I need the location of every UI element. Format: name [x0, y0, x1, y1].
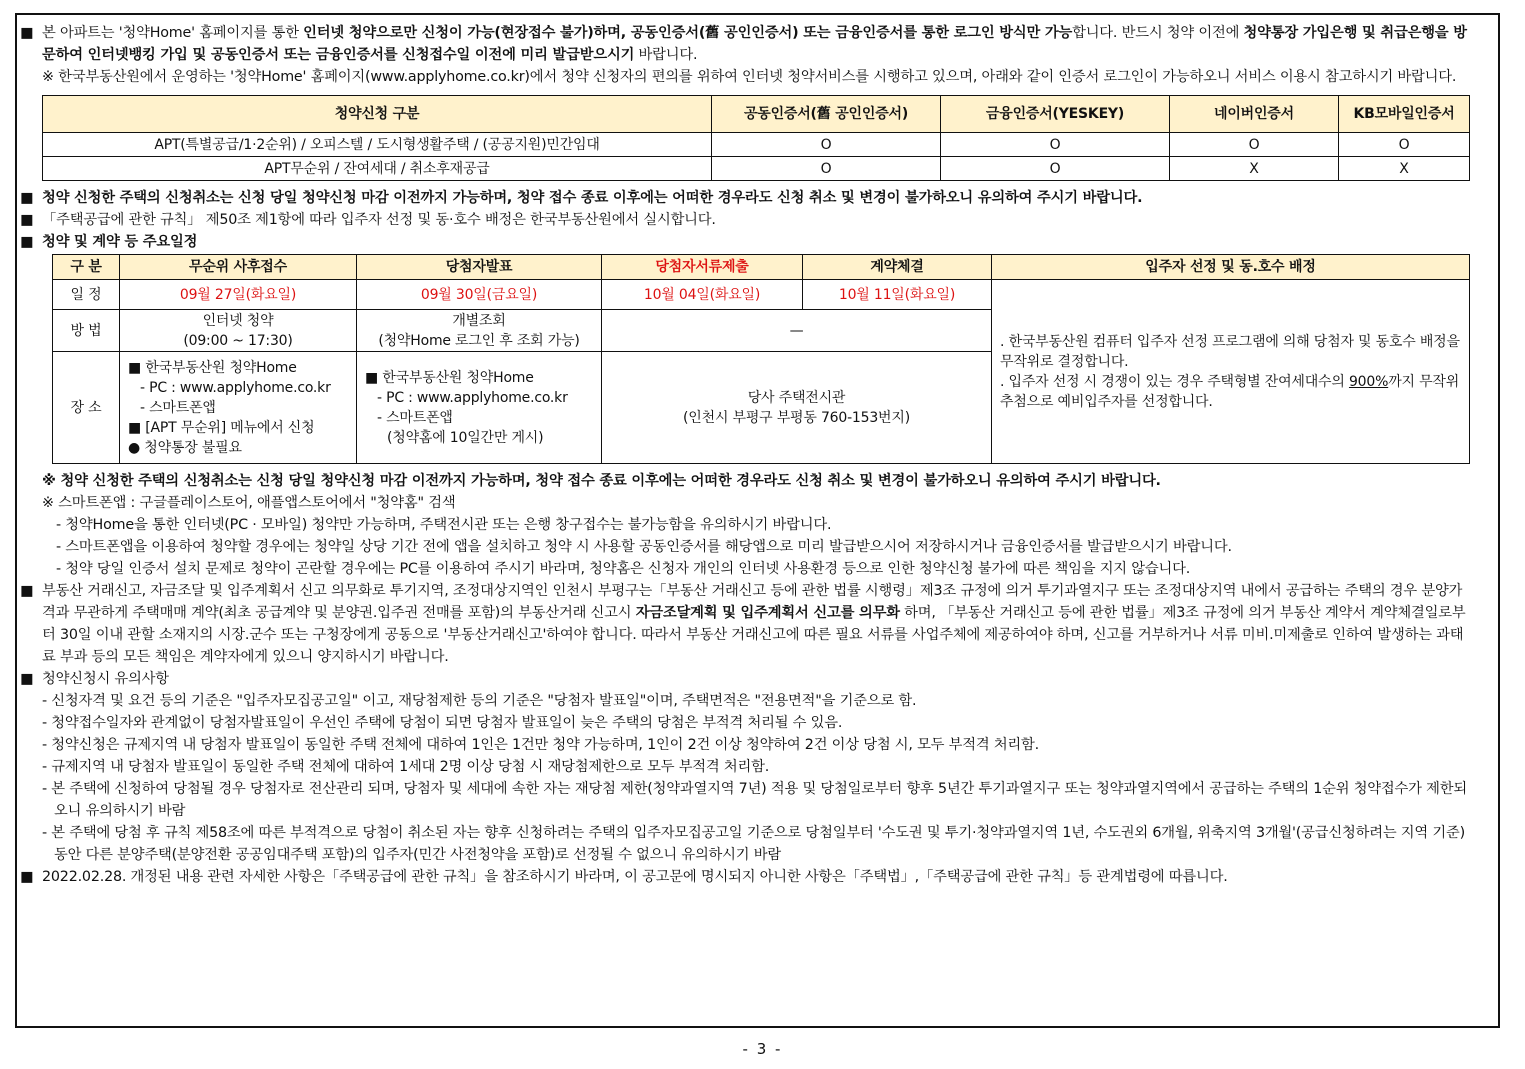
caution-item: - 본 주택에 신청하여 당첨될 경우 당첨자로 전산관리 되며, 당첨자 및 세대에 속한 자는 재당첨 제한(청약과열지역 7년) 적용 및 당첨일로부터 향후 5년간 투기과열지구 또는 청약과열지역에서 공급하는 주택의 1순위 청약접수가 제한되오니 유의하시기 바람: [42, 781, 1467, 819]
caution-heading: [20, 668, 1470, 690]
table-row: [43, 157, 1470, 181]
schedule-header-row: [53, 255, 1470, 280]
sched-place-line: (인천시 부평구 부평동 760-153번지): [683, 409, 910, 426]
sched-method: —: [602, 310, 992, 352]
schedule-heading: [20, 231, 1470, 253]
caution-item: - 규제지역 내 당첨자 발표일이 동일한 주택 전체에 대하여 1세대 2명 이상 당첨 시 재당첨제한으로 모두 부적격 처리함.: [42, 759, 770, 775]
intro-text-3: 바랍니다.: [634, 47, 698, 63]
realestate-text-1: 부동산 거래신고, 자금조달 및 입주계획서 신고 의무화로 투기지역, 조정대상지역인 인천시 부평구는「부동산 거래신고 등에 관한 법률 시행령」제3조 규정에 의거 투기과열지구 또는 조정대상지역 내에서 공급하는 주택의 경우 분양가격과 무관하게 주택매매 계약(최초 공급계약 및 분양권.입주권 전매를 포함)의 부동산거래 신고시: [42, 583, 1463, 621]
sched-place: [602, 352, 992, 464]
sched-header-documents: 당첨자서류제출: [602, 255, 803, 280]
sched-header-apply: 무순위 사후접수: [120, 255, 357, 280]
sched-place-line: - PC : www.applyhome.co.kr: [140, 379, 331, 396]
caution-item: - 신청자격 및 요건 등의 기준은 "입주자모집공고일" 이고, 재당첨제한 등의 기준은 "당첨자 발표일"이며, 주택면적은 "전용면적"을 기준으로 함.: [42, 693, 917, 709]
cert-cell: O: [712, 133, 941, 157]
final-paragraph: [20, 866, 1470, 888]
realestate-paragraph: [20, 580, 1470, 668]
schedule-heading-text: 청약 및 계약 등 주요일정: [42, 234, 198, 250]
cert-cell: APT(특별공급/1·2순위) / 오피스텔 / 도시형생활주택 / (공공지원)민간임대: [43, 133, 712, 157]
cert-header-category: 청약신청 구분: [43, 96, 712, 133]
after-note-item: - 스마트폰앱을 이용하여 청약할 경우에는 청약일 상당 기간 전에 앱을 설치하고 청약 시 사용할 공동인증서를 해당앱으로 미리 발급받으시어 저장하시거나 금융인증서를 발급받으시기 바랍니다.: [56, 539, 1232, 555]
sched-place-line: - 스마트폰앱: [140, 399, 216, 416]
square-bullet-icon: ■: [20, 25, 34, 41]
sched-selection-text: . 입주자 선정 시 경쟁이 있는 경우 주택형별 잔여세대수의: [1000, 373, 1349, 390]
sched-method: [357, 310, 602, 352]
cert-cell: X: [1170, 157, 1339, 181]
sched-method: [120, 310, 357, 352]
sched-selection-cell: [992, 280, 1470, 464]
square-bullet-icon: ■: [20, 212, 34, 228]
notice-cancel-text: 청약 신청한 주택의 신청취소는 신청 당일 청약신청 마감 이전까지 가능하며, 청약 접수 종료 이후에는 어떠한 경우라도 신청 취소 및 변경이 불가하오니 유의하여 주시기 바랍니다.: [42, 190, 1143, 206]
cert-header-financial: 금융인증서(YESKEY): [941, 96, 1170, 133]
square-bullet-icon: ■: [20, 583, 34, 599]
table-row: [53, 280, 1470, 310]
after-note-item: - 청약 당일 인증서 설치 문제로 청약이 곤란할 경우에는 PC를 이용하여 주시기 바라며, 청약홈은 신청자 개인의 인터넷 사용환경 등으로 인한 청약신청 불가에 따른 책임을 지지 않습니다.: [56, 561, 1191, 577]
intro-text-1: 본 아파트는 '청약Home' 홈페이지를 통한: [42, 25, 304, 41]
cert-cell: O: [941, 133, 1170, 157]
sched-header-contract: 계약체결: [803, 255, 992, 280]
square-bullet-icon: ■: [20, 234, 34, 250]
square-bullet-icon: ■: [20, 671, 34, 687]
intro-text-2: 합니다. 반드시 청약 이전에: [1072, 25, 1244, 41]
cert-cell: O: [1339, 133, 1470, 157]
schedule-table: [52, 254, 1470, 464]
after-note-cancel: ※ 청약 신청한 주택의 신청취소는 신청 당일 청약신청 마감 이전까지 가능하며, 청약 접수 종료 이후에는 어떠한 경우라도 신청 취소 및 변경이 불가하오니 유의하여 주시기 바랍니다.: [42, 473, 1161, 489]
table-row: [43, 133, 1470, 157]
cert-cell: APT무순위 / 잔여세대 / 취소후재공급: [43, 157, 712, 181]
cert-header-kb: KB모바일인증서: [1339, 96, 1470, 133]
cert-cell: O: [1170, 133, 1339, 157]
sched-place: [120, 352, 357, 464]
cert-header-naver: 네이버인증서: [1170, 96, 1339, 133]
cert-header-row: [43, 96, 1470, 133]
sched-selection-text: 까지 무작위 추첨으로 예비입주자를 선정합니다.: [1000, 373, 1460, 410]
sched-selection-line: . 한국부동산원 컴퓨터 입주자 선정 프로그램에 의해 당첨자 및 동호수 배정을 무작위로 결정합니다.: [1000, 333, 1460, 370]
after-note-item: - 청약Home을 통한 인터넷(PC · 모바일) 청약만 가능하며, 주택전시관 또는 은행 창구접수는 불가능함을 유의하시기 바랍니다.: [56, 517, 832, 533]
sched-place-line: 당사 주택전시관: [747, 389, 846, 406]
notice-rule-text: 「주택공급에 관한 규칙」 제50조 제1항에 따라 입주자 선정 및 동·호수 배정은 한국부동산원에서 실시합니다.: [42, 212, 716, 228]
cert-cell: O: [712, 157, 941, 181]
cert-cell: X: [1339, 157, 1470, 181]
square-bullet-icon: ■: [20, 869, 34, 885]
square-bullet-icon: ■: [20, 190, 34, 206]
sched-date: 09월 30일(금요일): [357, 280, 602, 310]
sched-row-label: 장 소: [53, 352, 120, 464]
realestate-bold: 자금조달계획 및 입주계획서 신고를 의무화: [635, 605, 900, 621]
intro-paragraph: [20, 22, 1470, 66]
certificate-table: [42, 95, 1470, 181]
sched-place-line: ■ 한국부동산원 청약Home: [365, 369, 534, 386]
caution-item: - 본 주택에 당첨 후 규칙 제58조에 따른 부적격으로 당첨이 취소된 자는 향후 신청하려는 주택의 입주자모집공고일 기준으로 당첨일부터 '수도권 및 투기·청약과열지역 1년, 수도권외 6개월, 위축지역 3개월'(공급신청하려는 지역 기준) 동안 다른 분양주택(분양전환 공공임대주택 포함)의 입주자(민간 사전청약을 포함)로 선정될 수 없으니 유의하시기 바람: [42, 825, 1465, 863]
sched-method-line: 인터넷 청약: [202, 312, 274, 329]
after-note-app: ※ 스마트폰앱 : 구글플레이스토어, 애플앱스토어에서 "청약홈" 검색: [42, 495, 456, 511]
sched-selection-line: [1000, 372, 1465, 412]
document-body: [20, 22, 1470, 888]
sched-place: [357, 352, 602, 464]
sched-place-line: - 스마트폰앱: [377, 409, 453, 426]
sched-row-label: 방 법: [53, 310, 120, 352]
cert-header-joint: 공동인증서(舊 공인인증서): [712, 96, 941, 133]
sched-method-line: 개별조회: [452, 312, 506, 329]
sched-place-line: ■ [APT 무순위] 메뉴에서 신청: [128, 419, 315, 436]
sched-date: 10월 04일(화요일): [602, 280, 803, 310]
sched-place-line: ■ 한국부동산원 청약Home: [128, 359, 297, 376]
sched-selection-percent: 900%: [1348, 373, 1389, 390]
sched-date: 09월 27일(화요일): [120, 280, 357, 310]
page-number: - 3 -: [742, 1040, 783, 1058]
sched-place-line: (청약홈에 10일간만 게시): [387, 429, 544, 446]
caution-item: - 청약신청은 규제지역 내 당첨자 발표일이 동일한 주택 전체에 대하여 1인은 1건만 청약 가능하며, 1인이 2건 이상 청약하여 2건 이상 당첨 시, 모두 부적격 처리함.: [42, 737, 1039, 753]
sched-row-label: 일 정: [53, 280, 120, 310]
intro-note: ※ 한국부동산원에서 운영하는 '청약Home' 홈페이지(www.applyhome.co.kr)에서 청약 신청자의 편의를 위하여 인터넷 청약서비스를 시행하고 있으며, 아래와 같이 인증서 로그인이 가능하오니 서비스 이용시 참고하시기 바랍니다.: [42, 69, 1457, 85]
sched-place-line: ● 청약통장 불필요: [128, 439, 242, 456]
realestate-text-2: 하며, 「부동산 거래신고 등에 관한 법률」제3조 규정에 의거 부동산 계약서 계약체결일로부터 30일 이내 관할 소재지의 시장.군수 또는 구청장에게 공동으로 '부동산거래신고'하여야 합니다. 따라서 부동산 거래신고에 따른 필요 서류를 사업주체에 제공하여야 하며, 신고를 거부하거나 서류 미비.미제출로 인하여 발생하는 과태료 부과 등의 모든 책임은 계약자에게 있으니 양지하시기 바랍니다.: [42, 605, 1466, 665]
sched-method-line: (청약Home 로그인 후 조회 가능): [378, 332, 580, 349]
cert-cell: O: [941, 157, 1170, 181]
intro-bold-2: 청약통장 가입은행 및 취급은행을 방문하여 인터넷뱅킹 가입 및 공동인증서 또는 금융인증서를 신청접수일 이전에 미리 발급받으시기: [42, 25, 1467, 63]
sched-method-line: (09:00 ~ 17:30): [183, 332, 293, 349]
sched-place-line: - PC : www.applyhome.co.kr: [377, 389, 568, 406]
sched-header-announce: 당첨자발표: [357, 255, 602, 280]
caution-title: 청약신청시 유의사항: [42, 671, 169, 687]
caution-item: - 청약접수일자와 관계없이 당첨자발표일이 우선인 주택에 당첨이 되면 당첨자 발표일이 늦은 주택의 당첨은 부적격 처리될 수 있음.: [42, 715, 843, 731]
final-text: 2022.02.28. 개정된 내용 관련 자세한 사항은「주택공급에 관한 규칙」을 참조하시기 바라며, 이 공고문에 명시되지 아니한 사항은「주택법」,「주택공급에 관한 규칙」등 관계법령에 따릅니다.: [42, 869, 1228, 885]
sched-header-selection: 입주자 선정 및 동.호수 배정: [992, 255, 1470, 280]
intro-bold-1: 인터넷 청약으로만 신청이 가능(현장접수 불가)하며, 공동인증서(舊 공인인증서) 또는 금융인증서를 통한 로그인 방식만 가능: [303, 25, 1073, 41]
sched-header-label: 구 분: [53, 255, 120, 280]
sched-date: 10월 11일(화요일): [803, 280, 992, 310]
notice-cancel: [20, 187, 1470, 209]
notice-rule: [20, 209, 1470, 231]
